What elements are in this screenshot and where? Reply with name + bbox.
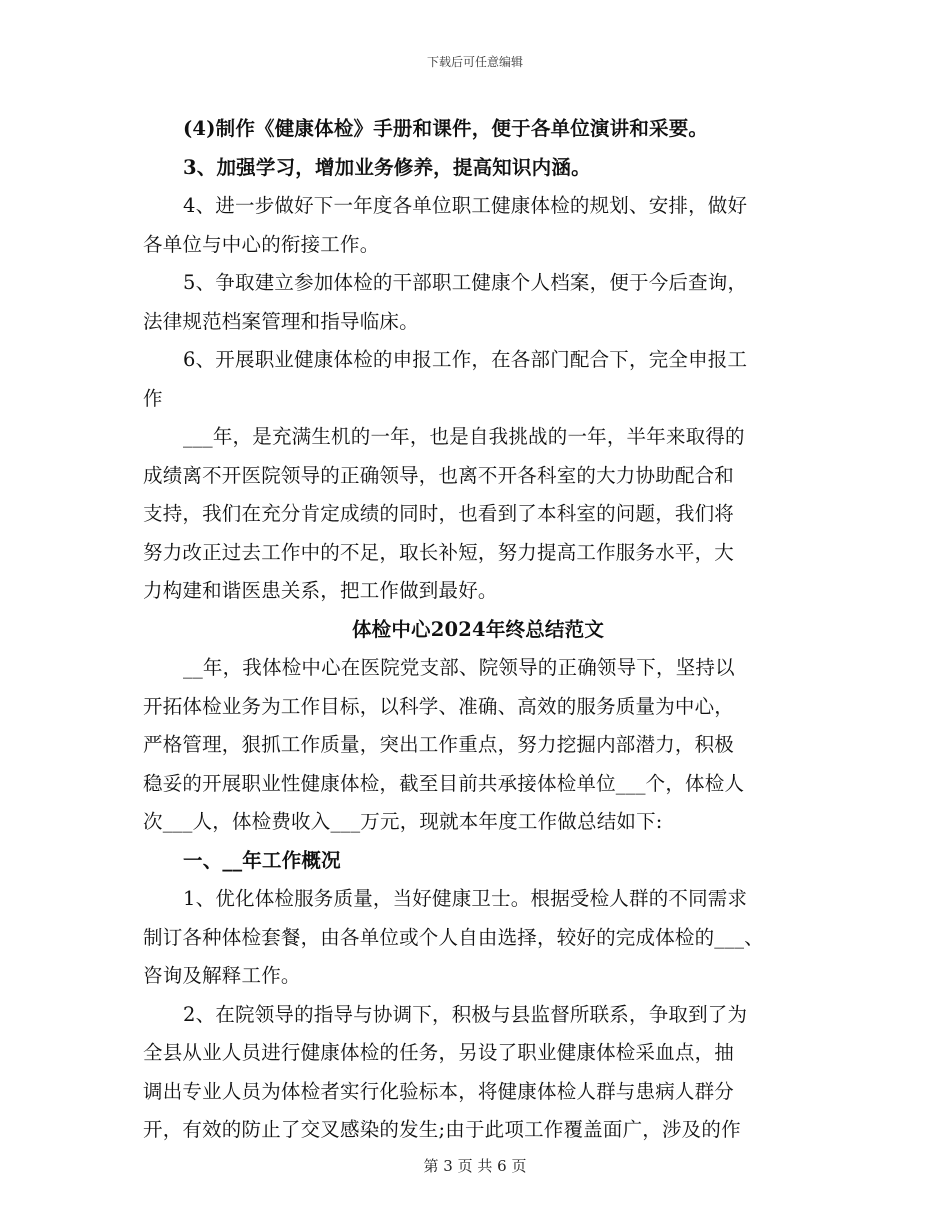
text-line: 4、进一步做好下一年度各单位职工健康体检的规划、安排，做好 [183, 194, 748, 217]
page-footer: 第 3 页 共 6 页 [423, 1157, 527, 1175]
text-line: 作 [143, 386, 163, 410]
text-line: __年，我体检中心在医院党支部、院领导的正确领导下，坚持以 [183, 656, 735, 679]
text-line: 法律规范档案管理和指导临床。 [143, 309, 419, 333]
text-line: 全县从业人员进行健康体检的任务，另设了职业健康体检采血点，抽 [143, 1041, 735, 1064]
text-line: 力构建和谐医患关系，把工作做到最好。 [143, 579, 498, 602]
section-title: 体检中心2024年终总结范文 [351, 617, 605, 641]
text-line: 各单位与中心的衔接工作。 [143, 232, 380, 256]
text-line: 2、在院领导的指导与协调下，积极与县监督所联系，争取到了为 [183, 1002, 748, 1026]
text-line: (4)制作《健康体检》手册和课件，便于各单位演讲和采要。 [183, 117, 709, 140]
text-line: 次___人，体检费收入___万元，现就本年度工作做总结如下: [143, 810, 663, 833]
text-line: 严格管理，狠抓工作质量，突出工作重点，努力挖掘内部潜力，积极 [143, 733, 735, 756]
text-line: 稳妥的开展职业性健康体检，截至目前共承接体检单位___个，体检人 [143, 771, 745, 795]
text-line: 支持，我们在充分肯定成绩的同时，也看到了本科室的问题，我们将 [143, 502, 735, 525]
text-line: 咨询及解释工作。 [143, 964, 301, 987]
text-line: 调出专业人员为体检者实行化验标本，将健康体检人群与患病人群分 [143, 1079, 735, 1103]
text-line: ___年，是充满生机的一年，也是自我挑战的一年，半年来取得的 [183, 425, 745, 448]
text-line: 成绩离不开医院领导的正确领导，也离不开各科室的大力协助配合和 [143, 463, 735, 487]
text-line: 努力改正过去工作中的不足，取长补短，努力提高工作服务水平，大 [143, 540, 735, 564]
text-line: 开，有效的防止了交叉感染的发生;由于此项工作覆盖面广，涉及的作 [143, 1118, 741, 1141]
text-line: 5、争取建立参加体检的干部职工健康个人档案，便于今后查询， [183, 271, 748, 294]
text-line: 制订各种体检套餐，由各单位或个人自由选择，较好的完成体检的___、 [143, 925, 764, 949]
text-line: 1、优化体检服务质量，当好健康卫士。根据受检人群的不同需求 [183, 887, 748, 910]
document-body [143, 110, 813, 1150]
text-line: 3、加强学习，增加业务修养，提高知识内涵。 [183, 155, 591, 179]
text-line: 开拓体检业务为工作目标，以科学、准确、高效的服务质量为中心， [143, 694, 735, 718]
text-line: 一、__年工作概况 [183, 848, 341, 872]
page-header: 下载后可任意编辑 [426, 55, 523, 69]
text-line: 6、开展职业健康体检的申报工作，在各部门配合下，完全申报工 [183, 348, 748, 371]
